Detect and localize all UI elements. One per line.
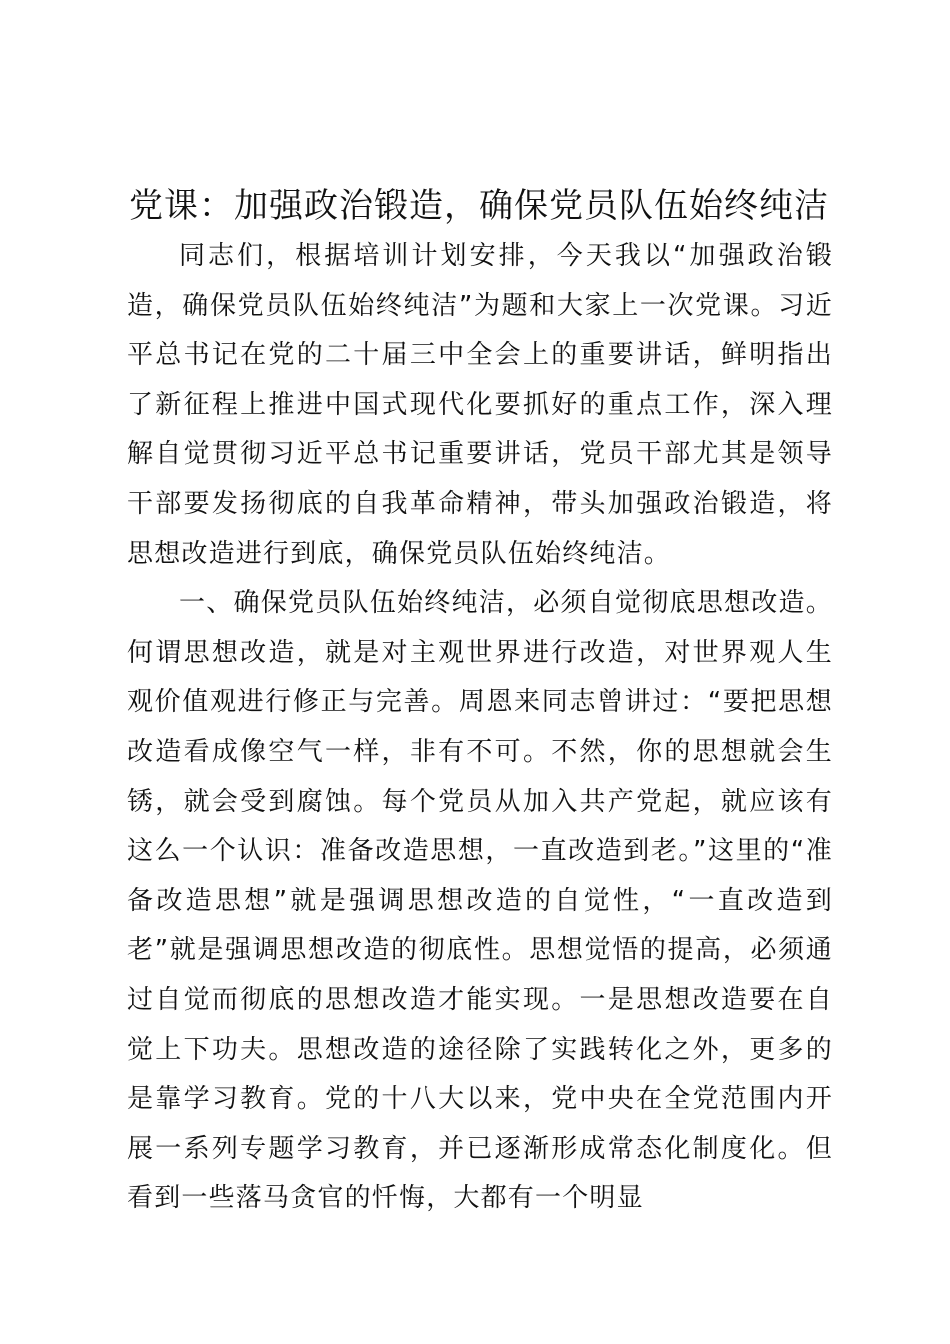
document-title: 党课：加强政治锻造，确保党员队伍始终纯洁 (129, 186, 829, 226)
document-body (127, 232, 833, 1224)
paragraph-intro: 同志们，根据培训计划安排，今天我以“加强政治锻造，确保党员队伍始终纯洁”为题和大家上一次党课。习近平总书记在党的二十届三中全会上的重要讲话，鲜明指出了新征程上推进中国式现代化要抓好的重点工作，深入理解自觉贯彻习近平总书记重要讲话，党员干部尤其是领导干部要发扬彻底的自我革命精神，带头加强政治锻造，将思想改造进行到底，确保党员队伍始终纯洁。 (127, 241, 833, 569)
paragraph-section-one: 一、确保党员队伍始终纯洁，必须自觉彻底思想改造。何谓思想改造，就是对主观世界进行改造，对世界观人生观价值观进行修正与完善。周恩来同志曾讲过：“要把思想改造看成像空气一样，非有不可。不然，你的思想就会生锈，就会受到腐蚀。每个党员从加入共产党起，就应该有这么一个认识：准备改造思想，一直改造到老。”这里的“准备改造思想”就是强调思想改造的自觉性，“一直改造到老”就是强调思想改造的彻底性。思想觉悟的提高，必须通过自觉而彻底的思想改造才能实现。一是思想改造要在自觉上下功夫。思想改造的途径除了实践转化之外，更多的是靠学习教育。党的十八大以来，党中央在全党范围内开展一系列专题学习教育，并已逐渐形成常态化制度化。但看到一些落马贪官的忏悔，大都有一个明显 (127, 588, 833, 1214)
